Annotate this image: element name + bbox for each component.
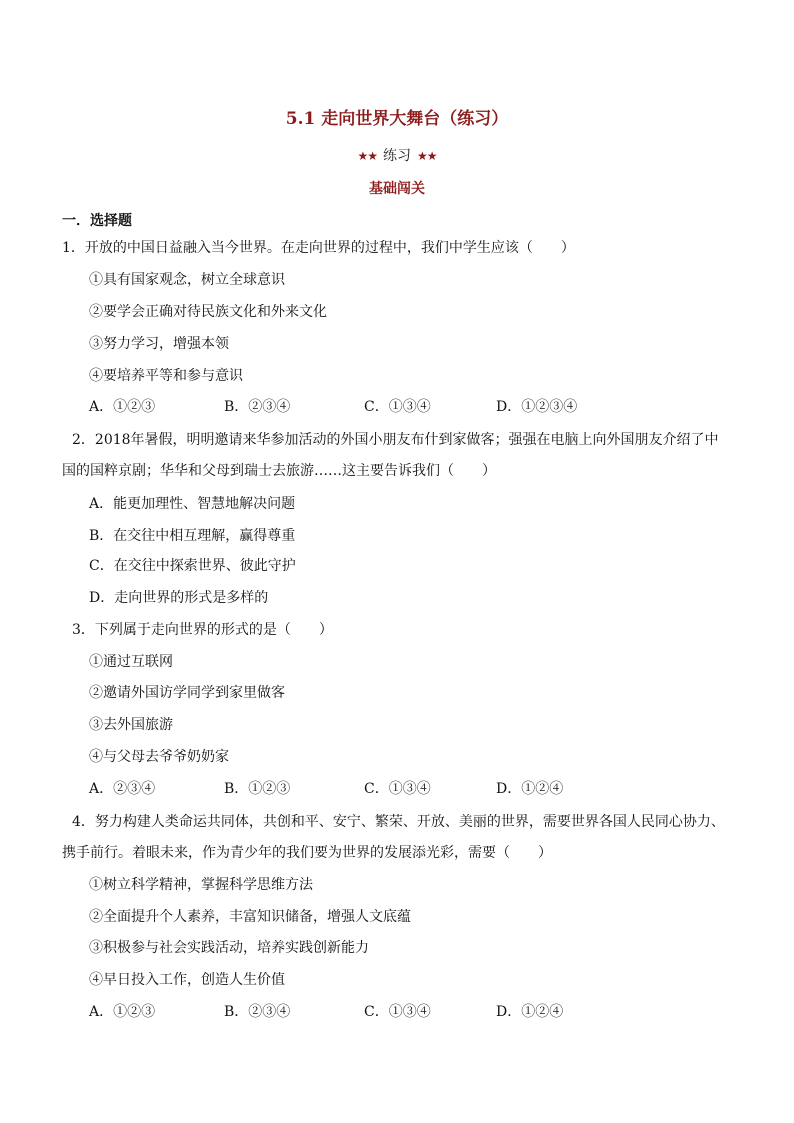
question-3-choice-b[interactable]: B．①②③ xyxy=(224,781,291,797)
question-4-stem-line-2: 携手前行。着眼未来，作为青少年的我们要为世界的发展添光彩，需要（ ） xyxy=(62,845,552,861)
question-2-choice-a[interactable]: A．能更加理性、智慧地解决问题 xyxy=(89,496,296,512)
subtitle-row xyxy=(0,145,794,165)
question-4-item-4: ④早日投入工作，创造人生价值 xyxy=(89,972,285,988)
question-1-item-2: ②要学会正确对待民族文化和外来文化 xyxy=(89,304,327,320)
question-3-choice-c[interactable]: C．①③④ xyxy=(364,781,431,797)
question-1-choice-c[interactable]: C．①③④ xyxy=(364,399,431,415)
question-2-choice-c[interactable]: C．在交往中探索世界、彼此守护 xyxy=(89,558,296,574)
question-3-choice-a[interactable]: A．②③④ xyxy=(89,781,156,797)
question-1-item-1: ①具有国家观念，树立全球意识 xyxy=(89,272,285,288)
subtitle-label: 练习 xyxy=(383,148,411,164)
question-4-item-2: ②全面提升个人素养，丰富知识储备，增强人文底蕴 xyxy=(89,909,411,925)
question-4-choice-b[interactable]: B．②③④ xyxy=(224,1004,291,1020)
question-1-item-3: ③努力学习，增强本领 xyxy=(89,336,229,352)
question-4-choice-c[interactable]: C．①③④ xyxy=(364,1004,431,1020)
question-3-choice-d[interactable]: D．①②④ xyxy=(496,781,564,797)
section-subheading: 基础闯关 xyxy=(369,181,425,197)
question-2-stem-line-1: 2．2018年暑假，明明邀请来华参加活动的外国小朋友布什到家做客；强强在电脑上向外国朋友介绍了中 xyxy=(72,432,719,448)
question-3-item-2: ②邀请外国访学同学到家里做客 xyxy=(89,685,285,701)
question-3-item-4: ④与父母去爷爷奶奶家 xyxy=(89,749,229,765)
question-2-choice-b[interactable]: B．在交往中相互理解，赢得尊重 xyxy=(89,528,296,544)
question-2-choice-d[interactable]: D．走向世界的形式是多样的 xyxy=(89,590,269,606)
question-3-item-1: ①通过互联网 xyxy=(89,654,173,670)
question-3-stem: 3．下列属于走向世界的形式的是（ ） xyxy=(72,622,333,638)
question-3-item-3: ③去外国旅游 xyxy=(89,717,173,733)
question-1-stem: 1．开放的中国日益融入当今世界。在走向世界的过程中，我们中学生应该（ ） xyxy=(62,240,575,256)
question-4-stem-line-1: 4．努力构建人类命运共同体，共创和平、安宁、繁荣、开放、美丽的世界，需要世界各国人民同心协力、 xyxy=(72,814,725,830)
question-2-stem-line-2: 国的国粹京剧；华华和父母到瑞士去旅游……这主要告诉我们（ ） xyxy=(62,463,496,479)
question-4-choice-d[interactable]: D．①②④ xyxy=(496,1004,564,1020)
question-4-item-1: ①树立科学精神，掌握科学思维方法 xyxy=(89,877,313,893)
question-4-item-3: ③积极参与社会实践活动，培养实践创新能力 xyxy=(89,940,369,956)
question-1-item-4: ④要培养平等和参与意识 xyxy=(89,368,243,384)
question-1-choice-d[interactable]: D．①②③④ xyxy=(496,399,578,415)
question-1-choice-b[interactable]: B．②③④ xyxy=(224,399,291,415)
section-title: 一．选择题 xyxy=(62,213,132,229)
page-title: 5.1 走向世界大舞台（练习） xyxy=(285,109,509,129)
question-1-choice-a[interactable]: A．①②③ xyxy=(89,399,156,415)
star-icon-left: ★★ xyxy=(357,149,377,163)
star-icon-right: ★★ xyxy=(417,149,437,163)
question-4-choice-a[interactable]: A．①②③ xyxy=(89,1004,156,1020)
